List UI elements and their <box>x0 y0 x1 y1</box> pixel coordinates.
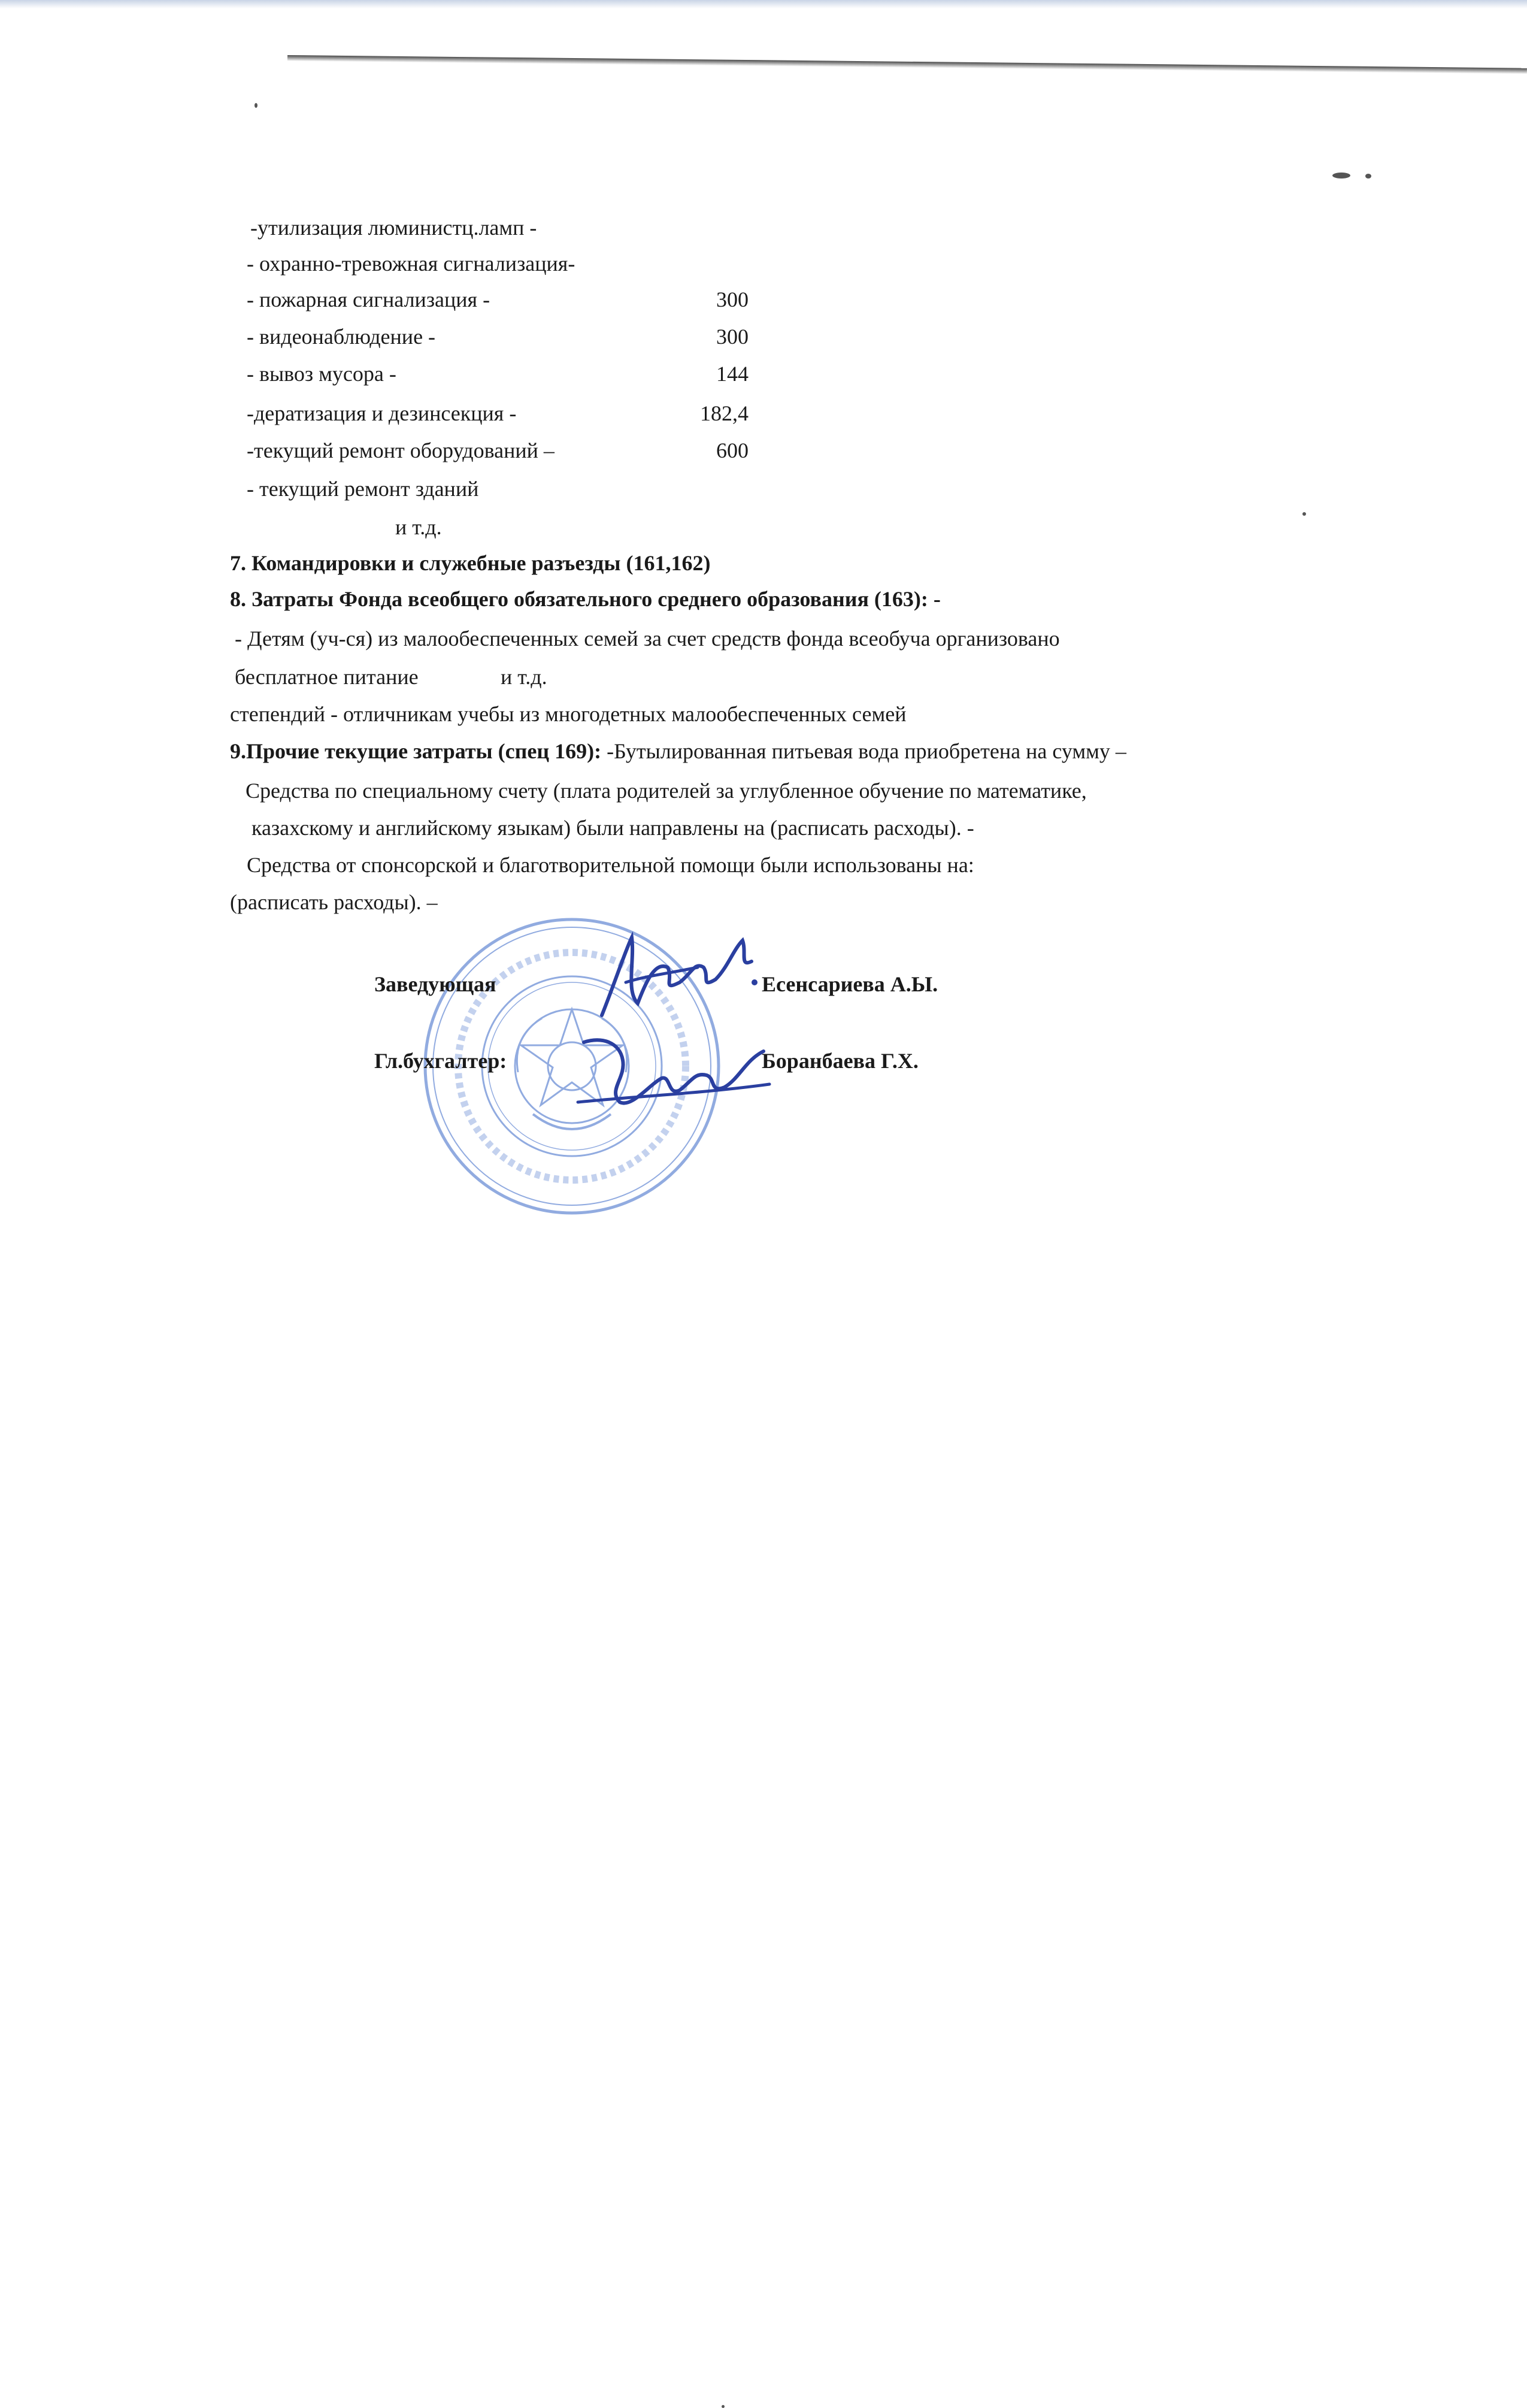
section-9-text: -Бутылированная питьевая вода приобретена на сумму – <box>601 739 1126 763</box>
section-8-text: степендий - отличникам учебы из многодетных малообеспеченных семей <box>230 702 907 726</box>
expense-item-label: - текущий ремонт зданий <box>247 477 479 501</box>
expense-item-label: -текущий ремонт оборудований – <box>247 438 555 462</box>
scan-speck <box>255 103 257 108</box>
etc-line: и т.д. <box>395 515 442 539</box>
head-name: Есенсариева А.Ы. <box>762 972 938 996</box>
section-9-line <box>230 738 1126 764</box>
head-signature <box>590 925 764 1027</box>
accountant-name: Боранбаева Г.Х. <box>762 1049 919 1073</box>
special-account-text: Средства по специальному счету (плата родителей за углубленное обучение по математике, <box>246 779 1087 803</box>
accountant-signature <box>566 1018 781 1126</box>
expense-item-label: - пожарная сигнализация - <box>247 288 490 311</box>
expense-item-label: -утилизация люминистц.ламп - <box>250 216 537 240</box>
expense-item-label: - вывоз мусора - <box>247 362 396 386</box>
special-account-text: казахскому и английскому языкам) были направлены на (расписать расходы). - <box>252 816 974 840</box>
expense-item-label: -дератизация и дезинсекция - <box>247 401 517 425</box>
section-8-etc: и т.д. <box>501 665 547 689</box>
section-8-heading: 8. Затраты Фонда всеобщего обязательного среднего образования (163): - <box>230 587 941 611</box>
sponsorship-text: (расписать расходы). – <box>230 890 438 914</box>
sponsorship-text: Средства от спонсорской и благотворительной помощи были использованы на: <box>247 853 974 877</box>
scan-speck <box>1302 512 1306 516</box>
expense-item-value: 300 <box>716 325 749 349</box>
scan-top-edge <box>0 0 1527 8</box>
section-9-heading: 9.Прочие текущие затраты (спец 169): <box>230 739 602 763</box>
scan-speck <box>1365 174 1371 179</box>
section-7-heading: 7. Командировки и служебные разъезды (161,162) <box>230 551 711 575</box>
scan-page-edge <box>287 55 1527 74</box>
expense-item-value: 600 <box>716 438 749 462</box>
expense-item-value: 300 <box>716 288 749 311</box>
head-position-label: Заведующая <box>374 972 496 996</box>
section-8-text: - Детям (уч-ся) из малообеспеченных семей за счет средств фонда всеобуча организовано <box>235 627 1060 651</box>
expense-item-value: 182,4 <box>700 401 749 425</box>
section-8-text: бесплатное питание <box>235 665 419 689</box>
accountant-position-label: Гл.бухгалтер: <box>374 1049 507 1073</box>
expense-item-label: - охранно-тревожная сигнализация- <box>247 252 575 276</box>
scan-speck <box>1332 173 1350 179</box>
expense-item-label: - видеонаблюдение - <box>247 325 436 349</box>
scan-speck <box>722 2405 725 2408</box>
expense-item-value: 144 <box>716 362 749 386</box>
